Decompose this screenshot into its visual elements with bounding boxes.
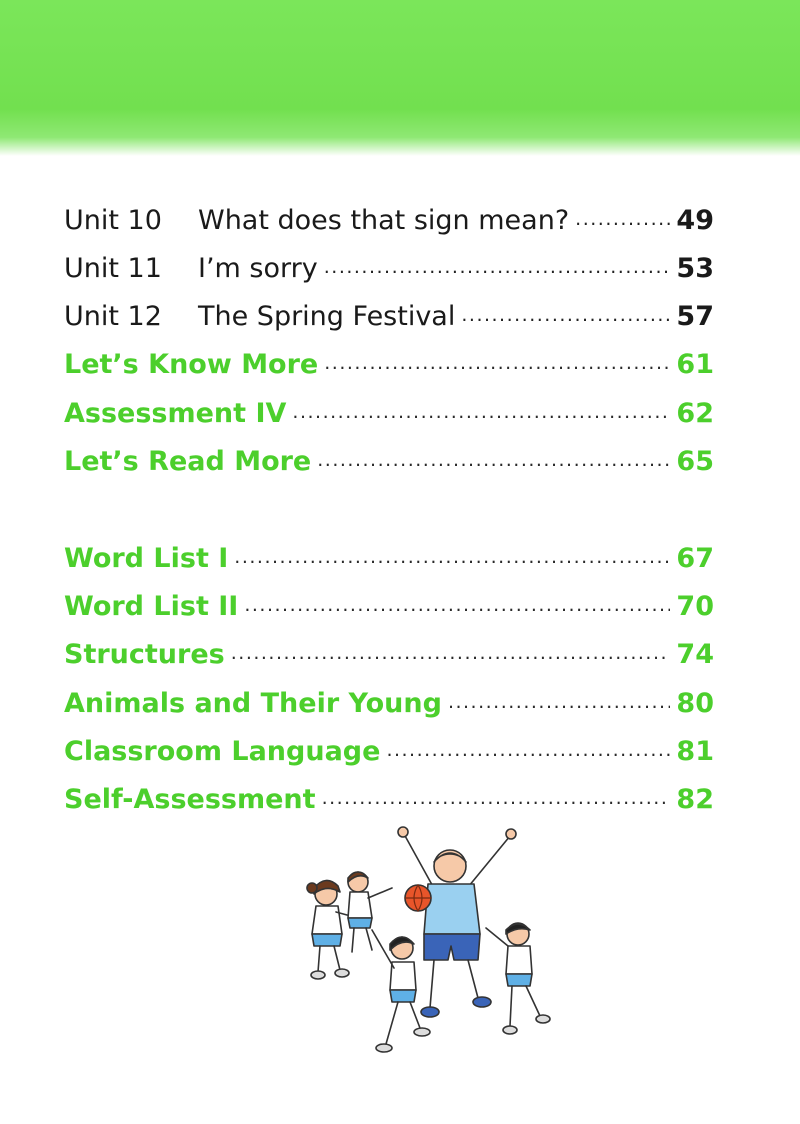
section-title: Classroom Language [64, 736, 381, 767]
child-boy-right [486, 923, 550, 1034]
page-number: 49 [676, 205, 714, 236]
toc-row-word-list-ii[interactable] [64, 582, 714, 622]
leader-dots [575, 208, 670, 230]
unit-title: The Spring Festival [198, 301, 456, 332]
page-number: 67 [676, 543, 714, 574]
toc-row-classroom-language[interactable] [64, 727, 714, 767]
child-girl-behind [348, 872, 392, 952]
leader-dots [292, 401, 670, 423]
page-number: 74 [676, 639, 714, 670]
section-title: Assessment IV [64, 398, 287, 429]
child-girl-center [372, 930, 430, 1052]
unit-title: I’m sorry [198, 253, 318, 284]
unit-title: What does that sign mean? [198, 205, 570, 236]
basketball-icon [405, 885, 431, 911]
leader-dots [317, 449, 670, 471]
page-number: 70 [676, 591, 714, 622]
unit-number: Unit 12 [64, 301, 162, 332]
section-title: Animals and Their Young [64, 688, 442, 719]
toc-row-unit-11[interactable] [64, 244, 714, 284]
toc-row-word-list-i[interactable] [64, 534, 714, 574]
section-title: Word List II [64, 591, 239, 622]
toc-row-unit-12[interactable] [64, 292, 714, 332]
section-title: Self-Assessment [64, 784, 316, 815]
leader-dots [234, 546, 670, 568]
page-number: 62 [676, 398, 714, 429]
leader-dots [461, 304, 670, 326]
section-title: Structures [64, 639, 225, 670]
leader-dots [324, 256, 671, 278]
section-title: Let’s Read More [64, 446, 312, 477]
page-number: 61 [676, 349, 714, 380]
leader-dots [244, 594, 670, 616]
header-banner [0, 0, 800, 156]
page-number: 53 [676, 253, 714, 284]
section-title: Word List I [64, 543, 229, 574]
toc-row-animals-young[interactable] [64, 679, 714, 719]
leader-dots [386, 739, 670, 761]
page-number: 57 [676, 301, 714, 332]
leader-dots [322, 787, 671, 809]
toc-row-self-assessment[interactable] [64, 775, 714, 815]
unit-number: Unit 11 [64, 253, 162, 284]
toc-row-structures[interactable] [64, 630, 714, 670]
leader-dots [448, 691, 670, 713]
leader-dots [324, 352, 670, 374]
page-number: 65 [676, 446, 714, 477]
page-number: 81 [676, 736, 714, 767]
toc-row-lets-read-more[interactable] [64, 437, 714, 477]
toc-row-lets-know-more[interactable] [64, 340, 714, 380]
section-title: Let’s Know More [64, 349, 319, 380]
page-number: 80 [676, 688, 714, 719]
leader-dots [231, 642, 671, 664]
page-number: 82 [676, 784, 714, 815]
basketball-players-illustration [296, 822, 566, 1072]
toc-row-unit-10[interactable] [64, 196, 714, 236]
toc-row-assessment-iv[interactable] [64, 389, 714, 429]
unit-number: Unit 10 [64, 205, 162, 236]
